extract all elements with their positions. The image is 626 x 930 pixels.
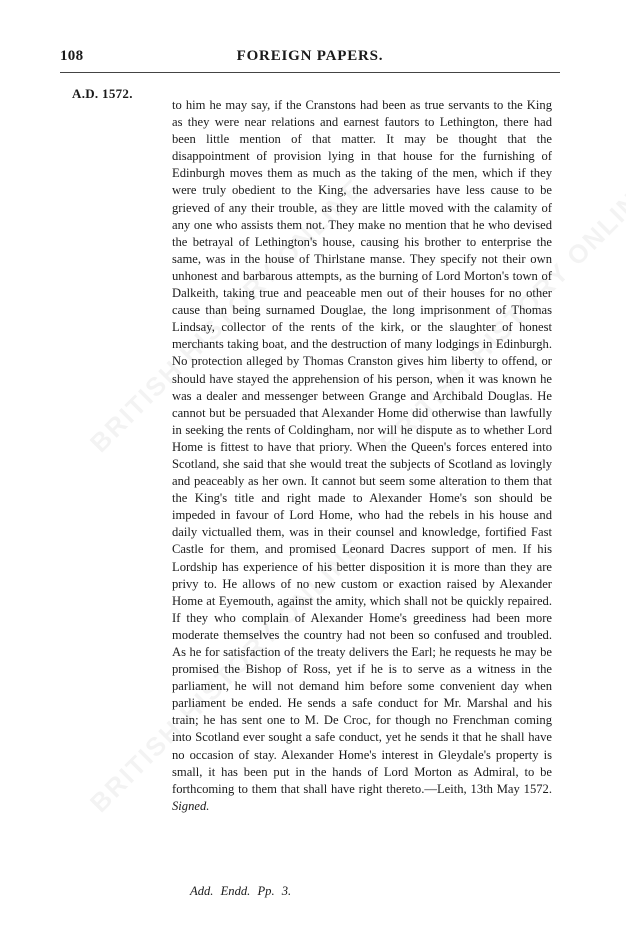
page-number: 108	[60, 48, 84, 64]
margin-date: A.D. 1572.	[72, 86, 133, 101]
body-paragraph	[172, 97, 552, 815]
signed-label: Signed.	[172, 798, 210, 813]
body-text	[172, 97, 552, 815]
header-rule	[60, 72, 560, 73]
paragraph-text: to him he may say, if the Cranstons had been as true servants to the King as they were near relations and earnest fautors to Lethington, there had been little mention of that matter. It may be thought that the disappointment of provision lying in that house for the furnishing of Edinburgh moves them as much as the taking of the men, which if they were truly obedient to the King, the adversaries have less cause to be grieved of any their trouble, as they are little moved with the calamity of any one who assists them not. They make no mention that he who devised the betrayal of Lethington's house, causing his brother to enterprise the same, was in the house of Thirlstane manse. They specify not their own unhonest and barbarous attempts, as the burning of Lord Morton's town of Dalkeith, taking true and peaceable men out of their houses for no other cause than being surnamed Douglae, the long imprisonment of Thomas Lindsay, collector of the rents of the kirk, or the slaughter of honest merchants taking boat, and the destruction of many lodgings in Edinburgh. No protection alleged by Thomas Cranston gives him liberty to offend, or should have stayed the apprehension of his person, when it was known he was a dealer and messenger between Grange and Archibald Douglas. He cannot but be persuaded that Alexander Home did otherwise than lawfully in seeking the rents of Coldingham, nor will he dispute as to whether Lord Home is fittest to have that priory. When the Queen's forces entered into Scotland, she said that she would treat the subjects of Scotland as lovingly and peaceably as her own. It cannot but seem some alteration to them that the King's title and right made to Alexander Home's son should be impeded in favour of Lord Home, who had the rebels in his house and daily victualled them, was in their counsel and knowledge, fortified Fast Castle for them, and promised Leonard Dacres support of men. If his Lordship has experience of his better disposition it is more than they are privy to. He allows of no new custom or exaction raised by Alexander Home at Eyemouth, against the amity, which shall not be quickly repaired. If they who complain of Alexander Home's greediness had been more moderate themselves the country had not been so confused and troubled. As he for satisfaction of the treaty delivers the Earl; he requests he may be promised the Bishop of Ross, yet if he is to serve as a witness in the parliament, he will not demand him before some convenient day when parliament be ended. He sends a safe conduct for Mr. Marshal and his train; he has sent one to M. De Croc, for though no Frenchman coming into Scotland ever sought a safe conduct, yet he sends it that he shall have no occasion of stay. Alexander Home's interest in Gleydale's property is small, it has been put in the hands of Lord Morton as Admiral, to be forthcoming to them that shall have right thereto.—Leith, 13th May 1572.	[172, 98, 552, 796]
page-header	[60, 48, 560, 70]
endorsement: Add. Endd. Pp. 3.	[190, 884, 292, 898]
running-title: FOREIGN PAPERS.	[236, 48, 384, 64]
